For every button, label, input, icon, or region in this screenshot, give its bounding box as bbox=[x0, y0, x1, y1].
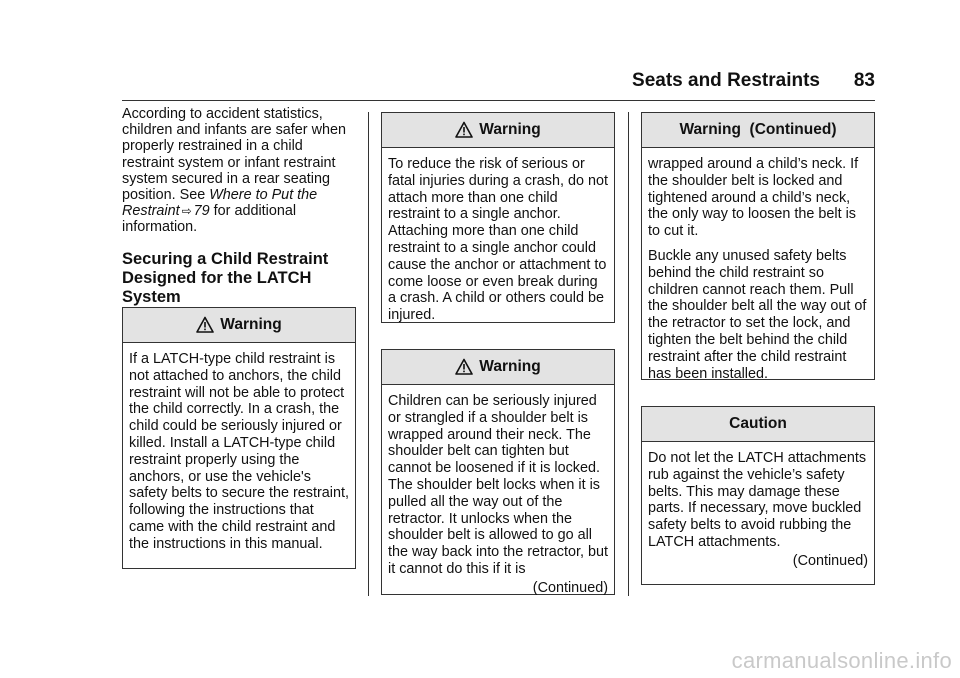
left-column bbox=[122, 106, 358, 307]
reference-page[interactable]: 79 bbox=[193, 203, 210, 220]
warning-box-shoulder-belt bbox=[381, 349, 615, 595]
section-title: Seats and Restraints bbox=[632, 70, 820, 91]
warning-triangle-icon bbox=[455, 121, 473, 139]
column-divider bbox=[368, 112, 369, 596]
warning-title: Warning (Continued) bbox=[679, 121, 837, 138]
latch-section-heading: Securing a Child Restraint Designed for the LATCH System bbox=[122, 249, 329, 306]
caution-box-header bbox=[642, 407, 874, 442]
intro-paragraph: According to accident statistics, children and infants are safer when properly restrained in a child restraint system or infant restraint system secured in a rear seating position. See Where to Put the Restraint ⇨ 79 for additional information. bbox=[122, 106, 346, 236]
where-to-put-restraint-link[interactable]: Where to Put the Restraint bbox=[122, 187, 318, 220]
caution-box bbox=[641, 406, 875, 585]
warning-text: To reduce the risk of serious or fatal injuries during a crash, do not attach more than one child restraint to a single anchor. Attaching more than one child restraint to a single anchor could cause the anchor or attachment to come loose or even break during a crash. A child or others could be injured. bbox=[388, 156, 608, 324]
warning-box-header bbox=[382, 113, 614, 148]
continued-label: (Continued) bbox=[532, 579, 608, 596]
caution-title: Caution bbox=[729, 415, 787, 432]
warning-box-header bbox=[123, 308, 355, 343]
warning-text: If a LATCH-type child restraint is not attached to anchors, the child restraint will not be able to protect the child correctly. In a crash, the child could be seriously injured or killed. Install a LATCH-type child restraint properly using the anchors, or use the vehicle's safety belts to secure the restraint, following the instructions that came with the child restraint and the instructions in this manual. bbox=[129, 351, 349, 552]
column-divider bbox=[628, 112, 629, 596]
caution-text: Do not let the LATCH attachments rub against the vehicle’s safety belts. This may damage these parts. If necessary, move buckled safety belts to avoid rubbing the LATCH attachments. bbox=[648, 450, 867, 550]
page-number: 83 bbox=[853, 70, 875, 91]
warning-triangle-icon bbox=[196, 316, 214, 334]
warning-box-latch bbox=[122, 307, 356, 569]
warning-title: Warning bbox=[479, 358, 541, 375]
watermark: carmanualsonline.info bbox=[731, 648, 952, 673]
warning-box-anchor bbox=[381, 112, 615, 323]
warning-title: Warning bbox=[220, 316, 282, 333]
page-header bbox=[122, 66, 875, 101]
continued-label: (Continued) bbox=[792, 552, 868, 569]
warning-box-header bbox=[642, 113, 874, 148]
reference-arrow-icon: ⇨ bbox=[181, 204, 192, 219]
warning-text: Buckle any unused safety belts behind the child restraint so children cannot reach them. Pull the shoulder belt all the way out of the retractor to set the lock, and tighten the belt behind the child restraint after the child restraint has been installed. bbox=[648, 247, 867, 382]
warning-box-continued bbox=[641, 112, 875, 380]
warning-box-header bbox=[382, 350, 614, 385]
warning-title: Warning bbox=[479, 121, 541, 138]
warning-text: Children can be seriously injured or strangled if a shoulder belt is wrapped around their neck. The shoulder belt can tighten but cannot be loosened if it is locked. The shoulder belt locks when it is pulled all the way out of the retractor. It unlocks when the shoulder belt is allowed to go all the way back into the retractor, but it cannot do this if it is bbox=[388, 393, 608, 577]
warning-text: wrapped around a child’s neck. If the shoulder belt is locked and tightened around a child’s neck, the only way to loosen the belt is to cut it. bbox=[648, 156, 859, 240]
warning-triangle-icon bbox=[455, 358, 473, 376]
